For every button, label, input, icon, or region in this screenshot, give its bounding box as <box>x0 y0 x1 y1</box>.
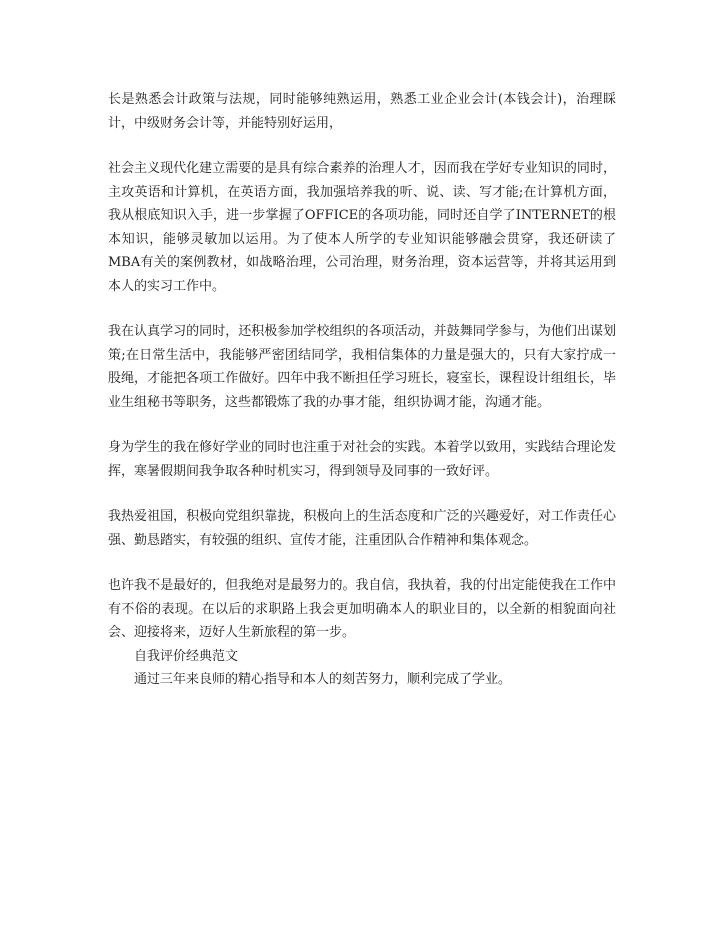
section-heading: 自我评价经典范文 <box>134 648 239 664</box>
paragraph-4: 身为学生的我在修好学业的同时也注重于对社会的实践。本着学以致用，实践结合理论发挥，寒暑假期间我争取各种时机实习，得到领导及同事的一致好评。 <box>108 440 616 479</box>
section-first-line: 通过三年来良师的精心指导和本人的刻苦努力，顺利完成了学业。 <box>134 672 512 687</box>
paragraph-1: 长是熟悉会计政策与法规，同时能够纯熟运用，熟悉工业企业会计(本钱会计)，治理睬计，中级财务会计等，并能特别好运用， <box>108 92 616 131</box>
paragraph-2: 社会主义现代化建立需要的是具有综合素养的治理人才，因而我在学好专业知识的同时，主攻英语和计算机，在英语方面，我加强培养我的听、说、读、写才能;在计算机方面，我从根底知识入手，进一步掌握了OFFICE的各项功能，同时还自学了INTERNET的根本知识，能够灵敏加以运用。为了使本人所学的专业知识能够融会贯穿，我还研读了MBA有关的案例教材，如战略治理，公司治理，财务治理，资本运营等，并将其运用到本人的实习工作中。 <box>108 161 616 294</box>
paragraph-6: 也许我不是最好的，但我绝对是最努力的。我自信，我执着，我的付出定能使我在工作中有不俗的表现。在以后的求职路上我会更加明确本人的职业目的，以全新的相貌面向社会、迎接将来，迈好人生新旅程的第一步。 <box>108 578 616 640</box>
paragraph-5: 我热爱祖国，积极向党组织靠拢，积极向上的生活态度和广泛的兴趣爱好，对工作责任心强、勤恳踏实，有较强的组织、宣传才能，注重团队合作精神和集体观念。 <box>108 509 616 548</box>
document-page <box>108 88 616 692</box>
paragraph-3: 我在认真学习的同时，还积极参加学校组织的各项活动，并鼓舞同学参与，为他们出谋划策;在日常生活中，我能够严密团结同学，我相信集体的力量是强大的，只有大家拧成一股绳，才能把各项工作做好。四年中我不断担任学习班长，寝室长，课程设计组组长，毕业生组秘书等职务，这些都锻炼了我的办事才能，组织协调才能，沟通才能。 <box>108 324 616 410</box>
